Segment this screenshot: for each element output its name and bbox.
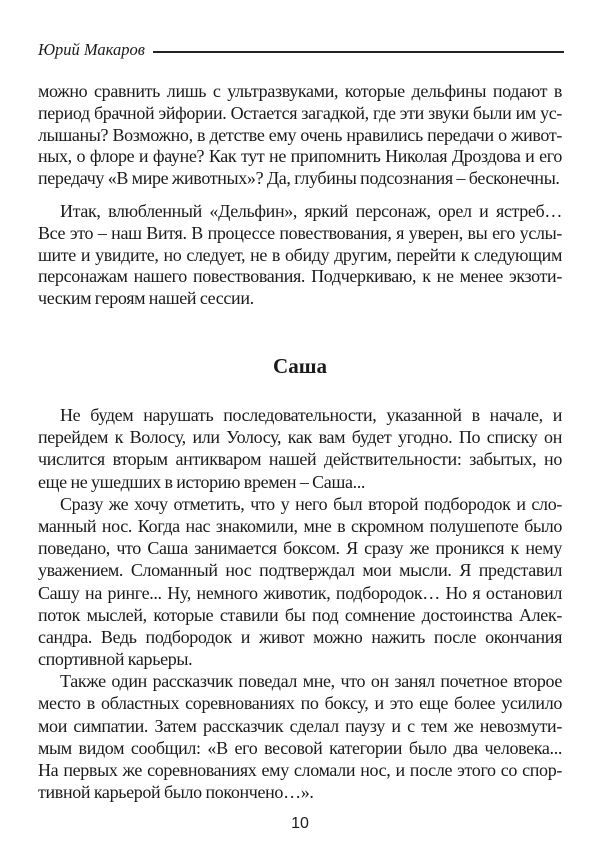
text-line: Итак, влюбленный «Дельфин», яркий персонаж, орел и ястреб… [60, 201, 562, 221]
text-line: числится вторым антикваром нашей действительности: забытых, но [38, 449, 562, 470]
text-line: Не будем нарушать последовательности, указанной в начале, и [60, 405, 562, 425]
text-line: передачу «В мире животных»? Да, глубины подсознания – бесконечны. [38, 168, 560, 189]
text-line: поведано, что Саша занимается боксом. Я сразу же проникся к нему [38, 538, 562, 559]
text-line: мои симпатии. Затем рассказчик сделал паузу и с тем же невозмути- [38, 715, 562, 736]
text-line: уважением. Сломанный нос подтверждал мои мысли. Я представил [38, 560, 562, 581]
text-line: ческим героям нашей сессии. [38, 288, 254, 309]
header-rule [153, 51, 564, 52]
text-line: тивной карьерой было покончено…». [38, 782, 314, 803]
text-line: еще не ушедших в историю времен – Саша... [38, 471, 366, 492]
text-line: мым видом сообщил: «В его весовой категории было два человека... [38, 737, 562, 758]
text-line: место в областных соревнованиях по боксу, и это еще более усилило [38, 693, 562, 714]
paragraph [38, 404, 562, 493]
text-line: Также один рассказчик поведал мне, что он занял почетное второе [60, 671, 562, 692]
text-line: ных, о флоре и фауне? Как тут не припомнить Николая Дроздова и его [38, 146, 562, 167]
section-body [38, 404, 562, 803]
text-line: спортивной карьеры. [38, 649, 193, 670]
text-line: период брачной эйфории. Остается загадкой, где эти звуки были им ус- [38, 102, 562, 123]
running-header-author: Юрий Макаров [38, 40, 145, 59]
text-line: поток мыслей, которые ставили бы под сомнение достоинства Алек- [38, 604, 562, 625]
text-line: На первых же соревнованиях ему сломали нос, и после этого со спор- [38, 760, 562, 780]
section-title: Саша [273, 354, 327, 378]
text-line: лышаны? Возможно, в детстве ему очень нравились передачи о живот- [38, 124, 562, 145]
paragraph [38, 670, 562, 803]
page-number: 10 [291, 815, 309, 832]
text-line: Все это – наш Витя. В процессе повествования, я уверен, вы его услы- [38, 222, 562, 243]
text-line: Сашу на ринге... Ну, немного животик, подбородок… Но я остановил [38, 582, 562, 603]
text-line: персонажам нашего повествования. Подчеркиваю, к не менее экзоти- [38, 266, 562, 287]
paragraph [38, 201, 562, 310]
running-header [38, 40, 564, 60]
text-line: перейдем к Волосу, или Уолосу, как вам будет угодно. По списку он [38, 427, 562, 448]
paragraph [38, 81, 562, 190]
text-line: шите и увидите, но следует, не в обиду другим, перейти к следующим [38, 244, 562, 265]
text-line: можно сравнить лишь с ультразвуками, которые дельфины подают в [38, 81, 562, 101]
paragraph [38, 493, 562, 671]
text-line: Сразу же хочу отметить, что у него был второй подбородок и сло- [60, 493, 562, 514]
text-line: сандра. Ведь подбородок и живот можно нажить после окончания [38, 626, 562, 647]
text-line: манный нос. Когда нас знакомили, мне в скромном полушепоте было [38, 515, 562, 536]
